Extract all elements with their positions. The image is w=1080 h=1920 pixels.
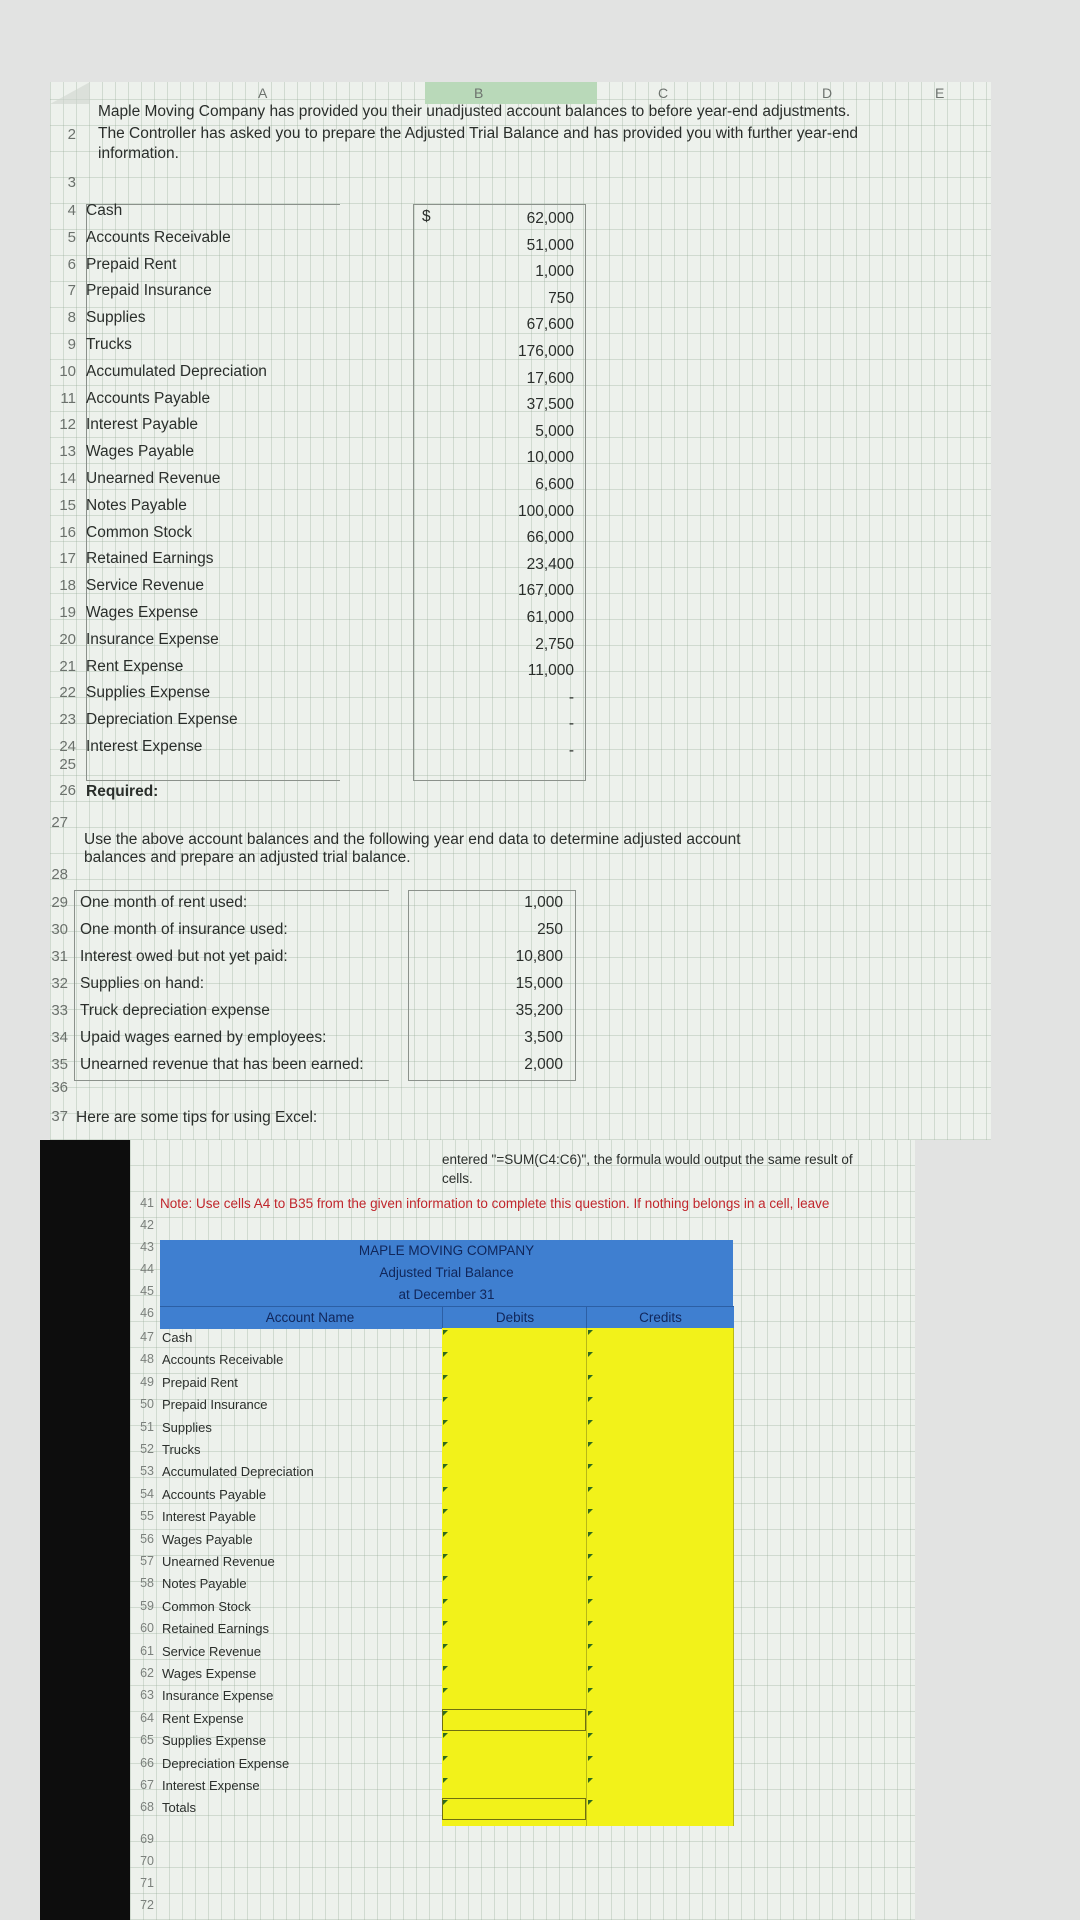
required-heading: Required: — [86, 783, 159, 800]
row-number: 62 — [140, 1666, 154, 1680]
row-number: 27 — [51, 814, 68, 831]
row-number: 49 — [140, 1374, 154, 1389]
row-number: 55 — [140, 1509, 154, 1524]
adjustment-value[interactable]: 10,800 — [515, 948, 563, 965]
account-value[interactable]: 750 — [548, 289, 574, 307]
account-label[interactable]: Accumulated Depreciation — [86, 362, 267, 380]
credit-input-cell[interactable] — [587, 1619, 733, 1641]
adjustment-label[interactable]: Truck depreciation expense — [80, 1002, 270, 1019]
account-label[interactable]: Prepaid Insurance — [86, 282, 212, 300]
atb-account-label[interactable]: Supplies — [162, 1419, 212, 1435]
row-number: 32 — [51, 975, 68, 992]
account-value[interactable]: - — [568, 688, 574, 706]
adjustment-label[interactable]: Unearned revenue that has been earned: — [80, 1056, 364, 1073]
row-number: 13 — [59, 443, 76, 461]
debit-input-cell[interactable] — [442, 1798, 586, 1820]
account-value[interactable]: 11,000 — [527, 662, 574, 680]
atb-account-label[interactable]: Accounts Payable — [162, 1486, 267, 1502]
debit-input-cell[interactable] — [442, 1754, 586, 1776]
row-number: 70 — [140, 1854, 154, 1868]
row-number: 48 — [140, 1352, 154, 1367]
column-header-b[interactable]: B — [474, 85, 484, 101]
screen-edge — [40, 1140, 130, 1920]
row-number: 7 — [67, 282, 76, 300]
debit-input-cell[interactable] — [442, 1776, 586, 1798]
debit-input-cell[interactable] — [442, 1418, 586, 1440]
column-headers — [50, 82, 991, 104]
account-value[interactable]: 10,000 — [526, 449, 574, 467]
debit-input-cell[interactable] — [442, 1507, 586, 1529]
header-date: at December 31 — [160, 1284, 733, 1306]
row-number: 69 — [140, 1832, 154, 1846]
adjustment-label[interactable]: Interest owed but not yet paid: — [80, 948, 288, 965]
row-number: 53 — [140, 1464, 154, 1479]
debit-input-cell[interactable] — [442, 1619, 586, 1641]
adjustment-value[interactable]: 3,500 — [524, 1029, 563, 1046]
row-number: 30 — [51, 921, 68, 938]
column-header-d[interactable]: D — [822, 85, 833, 101]
required-line-2: balances and prepare an adjusted trial balance. — [84, 849, 411, 866]
adjustment-value[interactable]: 35,200 — [515, 1002, 563, 1019]
row-number: 22 — [59, 684, 76, 702]
account-label[interactable]: Wages Payable — [86, 443, 194, 461]
account-label[interactable]: Trucks — [86, 336, 132, 353]
intro-line-1: Maple Moving Company has provided you their unadjusted account balances to before year-end adjustments. — [98, 103, 851, 120]
credit-input-cell[interactable] — [587, 1597, 733, 1619]
debit-input-cell[interactable] — [442, 1709, 586, 1731]
credit-input-cell[interactable] — [587, 1709, 733, 1731]
account-label[interactable]: Common Stock — [86, 523, 192, 541]
account-label[interactable]: Accounts Payable — [86, 389, 211, 407]
debit-input-cell[interactable] — [442, 1574, 586, 1596]
atb-account-label[interactable]: Depreciation Expense — [162, 1755, 290, 1771]
account-label[interactable]: Notes Payable — [86, 496, 187, 514]
atb-account-label[interactable]: Interest Expense — [162, 1778, 260, 1793]
account-label[interactable]: Cash — [86, 202, 123, 219]
row-number: 14 — [59, 470, 76, 487]
row-number: 37 — [51, 1108, 68, 1125]
account-value[interactable]: 1,000 — [535, 263, 574, 281]
account-value[interactable]: 23,400 — [526, 555, 574, 573]
row-number: 44 — [140, 1262, 154, 1276]
row-number: 67 — [140, 1778, 154, 1792]
credit-input-cell[interactable] — [587, 1507, 733, 1529]
row-number: 15 — [59, 496, 76, 514]
atb-account-label[interactable]: Wages Payable — [162, 1531, 253, 1547]
row-number: 61 — [140, 1643, 154, 1658]
atb-account-label[interactable]: Totals — [162, 1800, 196, 1816]
row-number: 42 — [140, 1218, 154, 1232]
row-number: 50 — [140, 1397, 154, 1412]
row-number: 66 — [140, 1755, 154, 1770]
row-number: 6 — [67, 255, 76, 273]
credit-input-cell[interactable] — [587, 1530, 733, 1552]
atb-account-label[interactable]: Service Revenue — [162, 1643, 261, 1659]
header-company: MAPLE MOVING COMPANY — [160, 1240, 733, 1262]
account-value[interactable]: 176,000 — [517, 343, 574, 360]
row-number: 54 — [140, 1486, 154, 1501]
row-number: 16 — [59, 523, 76, 541]
row-number: 8 — [67, 309, 76, 327]
account-value[interactable]: 37,500 — [526, 396, 574, 414]
row-number: 68 — [140, 1800, 154, 1815]
row-number: 45 — [140, 1284, 154, 1298]
account-label[interactable]: Rent Expense — [86, 657, 184, 675]
credit-input-cell[interactable] — [587, 1462, 733, 1484]
debit-input-cell[interactable] — [442, 1597, 586, 1619]
atb-account-label[interactable]: Unearned Revenue — [162, 1554, 275, 1569]
account-value[interactable]: 167,000 — [517, 582, 574, 600]
row-number: 65 — [140, 1733, 154, 1748]
row-number: 19 — [59, 604, 76, 621]
debit-input-cell[interactable] — [442, 1686, 586, 1708]
atb-account-label[interactable]: Retained Earnings — [162, 1621, 269, 1637]
credit-input-cell[interactable] — [587, 1328, 733, 1350]
row-number: 64 — [140, 1710, 154, 1725]
credit-input-cell[interactable] — [587, 1418, 733, 1440]
account-value[interactable]: 5,000 — [535, 422, 574, 440]
row-number: 58 — [140, 1576, 154, 1591]
account-value[interactable]: 62,000 — [526, 210, 574, 227]
atb-account-label[interactable]: Cash — [162, 1330, 193, 1345]
credit-input-cell[interactable] — [587, 1440, 733, 1462]
credit-input-cell[interactable] — [587, 1373, 733, 1395]
row-number: 31 — [51, 948, 68, 965]
debit-input-cell[interactable] — [442, 1664, 586, 1686]
credit-input-cell[interactable] — [587, 1552, 733, 1574]
row-number: 35 — [51, 1056, 68, 1073]
row-number: 51 — [140, 1419, 154, 1434]
row-number: 34 — [51, 1029, 68, 1046]
row-number: 10 — [59, 362, 76, 380]
credit-input-cell[interactable] — [587, 1574, 733, 1596]
account-value[interactable]: 100,000 — [517, 502, 574, 520]
column-b-selected — [425, 82, 597, 104]
account-value[interactable]: 51,000 — [526, 236, 574, 254]
col-account-name: Account Name — [160, 1306, 460, 1329]
adjustment-label[interactable]: One month of rent used: — [80, 894, 248, 911]
row-number: 9 — [67, 336, 76, 353]
debit-input-cell[interactable] — [442, 1350, 586, 1372]
atb-account-label[interactable]: Prepaid Insurance — [162, 1397, 268, 1413]
account-value[interactable]: - — [568, 715, 574, 733]
row-number: 59 — [140, 1598, 154, 1613]
row-number: 56 — [140, 1531, 154, 1546]
spreadsheet-bottom: entered "=SUM(C4:C6)", the formula would output the same result of cells. 41 Note: Use cells A4 to B35 from the given information to complete this question. If nothing belongs in a cell, leave 42 43 44 45 46 MAPLE MOVING COMPANY Adjusted Trial Balance at December 31 Account Name Debits Credits 47 Cash 48 Accounts Receivable 49 Prepaid Rent 50 Prepaid Insurance 51 Supplies 52 Trucks 53 Accumulated Depreciation 54 Accounts Payable 55 Interest Payable 56 Wages Payable 57 Unearned Revenue 58 Notes Payable 59 Common Stock 60 Retained Earnings 61 Service Revenue 62 Wages Expense 63 Insurance Expense 64 Rent Expense 65 Supplies Expense 66 Depreciation Expense 67 Interest Expense 68 Totals 69 70 71 72 — [130, 1140, 915, 1920]
row-number: 29 — [51, 894, 68, 911]
formula-note-line-1: entered "=SUM(C4:C6)", the formula would output the same result of — [442, 1152, 853, 1167]
row-number: 12 — [59, 416, 76, 434]
row-number: 33 — [51, 1002, 68, 1019]
adjustment-label[interactable]: Supplies on hand: — [80, 975, 205, 992]
adjustment-value[interactable]: 1,000 — [524, 894, 563, 911]
row-number: 52 — [140, 1442, 154, 1456]
debit-input-cell[interactable] — [442, 1440, 586, 1462]
adjustment-value[interactable]: 15,000 — [515, 975, 563, 992]
row-number: 63 — [140, 1688, 154, 1703]
row-number: 47 — [140, 1330, 154, 1344]
atb-account-label[interactable]: Accounts Receivable — [162, 1352, 284, 1368]
account-value[interactable]: 61,000 — [526, 609, 574, 626]
debit-input-cell[interactable] — [442, 1642, 586, 1664]
column-header-c[interactable]: C — [658, 85, 669, 101]
credit-input-cell[interactable] — [587, 1798, 733, 1820]
row-number: 57 — [140, 1554, 154, 1568]
account-value[interactable]: 17,600 — [526, 369, 574, 387]
account-value[interactable]: 6,600 — [535, 476, 574, 493]
row-number: 71 — [140, 1876, 154, 1890]
atb-account-label[interactable]: Supplies Expense — [162, 1733, 267, 1749]
account-label[interactable]: Service Revenue — [86, 577, 205, 595]
account-value[interactable]: 66,000 — [526, 529, 574, 547]
row-number: 21 — [59, 657, 76, 675]
atb-account-label[interactable]: Trucks — [162, 1442, 201, 1457]
credit-input-cell[interactable] — [587, 1350, 733, 1372]
credit-input-cell[interactable] — [587, 1686, 733, 1708]
formula-note-line-2: cells. — [442, 1171, 473, 1186]
debit-input-cell[interactable] — [442, 1395, 586, 1417]
debit-input-cell[interactable] — [442, 1373, 586, 1395]
account-label[interactable]: Retained Earnings — [86, 550, 214, 568]
intro-line-3: information. — [98, 145, 179, 162]
debit-input-cell[interactable] — [442, 1328, 586, 1350]
debits-input-column — [442, 1328, 587, 1826]
row-number: 28 — [51, 866, 68, 883]
debit-input-cell[interactable] — [442, 1462, 586, 1484]
row-number: 72 — [140, 1898, 154, 1912]
debit-input-cell[interactable] — [442, 1530, 586, 1552]
account-label[interactable]: Wages Expense — [86, 604, 199, 621]
column-header-e[interactable]: E — [935, 85, 945, 101]
adjustment-value[interactable]: 250 — [537, 921, 563, 938]
atb-account-label[interactable]: Rent Expense — [162, 1710, 244, 1726]
row-number: 43 — [140, 1240, 154, 1254]
atb-account-label[interactable]: Notes Payable — [162, 1576, 247, 1592]
atb-account-label[interactable]: Common Stock — [162, 1598, 251, 1614]
row-number: 2 — [67, 126, 76, 143]
credit-input-cell[interactable] — [587, 1731, 733, 1753]
adjustment-label[interactable]: Upaid wages earned by employees: — [80, 1029, 327, 1046]
row-number: 23 — [59, 711, 76, 729]
credit-input-cell[interactable] — [587, 1664, 733, 1686]
account-label[interactable]: Interest Payable — [86, 416, 199, 434]
credit-input-cell[interactable] — [587, 1642, 733, 1664]
account-value[interactable]: 2,750 — [535, 635, 574, 653]
tips-line: Here are some tips for using Excel: — [76, 1109, 318, 1126]
row-number: 36 — [51, 1079, 68, 1096]
account-value[interactable]: - — [568, 742, 574, 759]
atb-account-label[interactable]: Insurance Expense — [162, 1688, 274, 1704]
column-header-a[interactable]: A — [258, 85, 268, 101]
intro-line-2: The Controller has asked you to prepare the Adjusted Trial Balance and has provided you with further year-end — [98, 125, 858, 142]
credit-input-cell[interactable] — [587, 1776, 733, 1798]
debit-input-cell[interactable] — [442, 1485, 586, 1507]
row-number: 24 — [59, 738, 76, 755]
required-line-1: Use the above account balances and the following year end data to determine adjusted account — [84, 831, 741, 848]
row-number: 11 — [60, 389, 76, 407]
row-number: 26 — [59, 782, 76, 799]
spreadsheet-top — [50, 82, 991, 1140]
note-line: Note: Use cells A4 to B35 from the given information to complete this question. If nothing belongs in a cell, leave — [160, 1196, 830, 1211]
account-label[interactable]: Depreciation Expense — [86, 711, 238, 729]
account-label[interactable]: Supplies — [86, 309, 146, 327]
row-number: 17 — [59, 550, 76, 568]
currency-symbol: $ — [422, 208, 431, 225]
row-number: 18 — [59, 577, 76, 595]
credit-input-cell[interactable] — [587, 1485, 733, 1507]
atb-account-label[interactable]: Wages Expense — [162, 1666, 257, 1681]
adjustment-value[interactable]: 2,000 — [524, 1056, 563, 1073]
col-credits: Credits — [586, 1306, 734, 1329]
account-label[interactable]: Unearned Revenue — [86, 470, 221, 487]
debit-input-cell[interactable] — [442, 1552, 586, 1574]
debit-input-cell[interactable] — [442, 1731, 586, 1753]
col-debits: Debits — [442, 1306, 587, 1329]
account-label[interactable]: Insurance Expense — [86, 630, 219, 648]
row-number: 4 — [67, 202, 76, 219]
row-number: 3 — [67, 174, 76, 191]
account-label[interactable]: Supplies Expense — [86, 684, 211, 702]
account-label[interactable]: Interest Expense — [86, 738, 203, 755]
header-title: Adjusted Trial Balance — [160, 1262, 733, 1284]
atb-account-label[interactable]: Interest Payable — [162, 1509, 256, 1525]
row-number: 5 — [67, 228, 76, 246]
row-number: 46 — [140, 1306, 154, 1320]
credits-input-column — [587, 1328, 734, 1826]
credit-input-cell[interactable] — [587, 1754, 733, 1776]
credit-input-cell[interactable] — [587, 1395, 733, 1417]
row-number: 25 — [59, 756, 76, 773]
atb-account-label[interactable]: Prepaid Rent — [162, 1374, 238, 1390]
account-value[interactable]: 67,600 — [526, 316, 574, 334]
atb-account-label[interactable]: Accumulated Depreciation — [162, 1464, 314, 1480]
select-all-corner[interactable] — [50, 82, 90, 104]
row-number: 60 — [140, 1621, 154, 1636]
account-label[interactable]: Prepaid Rent — [86, 255, 177, 273]
row-number: 20 — [59, 630, 76, 648]
adjustment-label[interactable]: One month of insurance used: — [80, 921, 288, 938]
account-label[interactable]: Accounts Receivable — [86, 228, 231, 246]
